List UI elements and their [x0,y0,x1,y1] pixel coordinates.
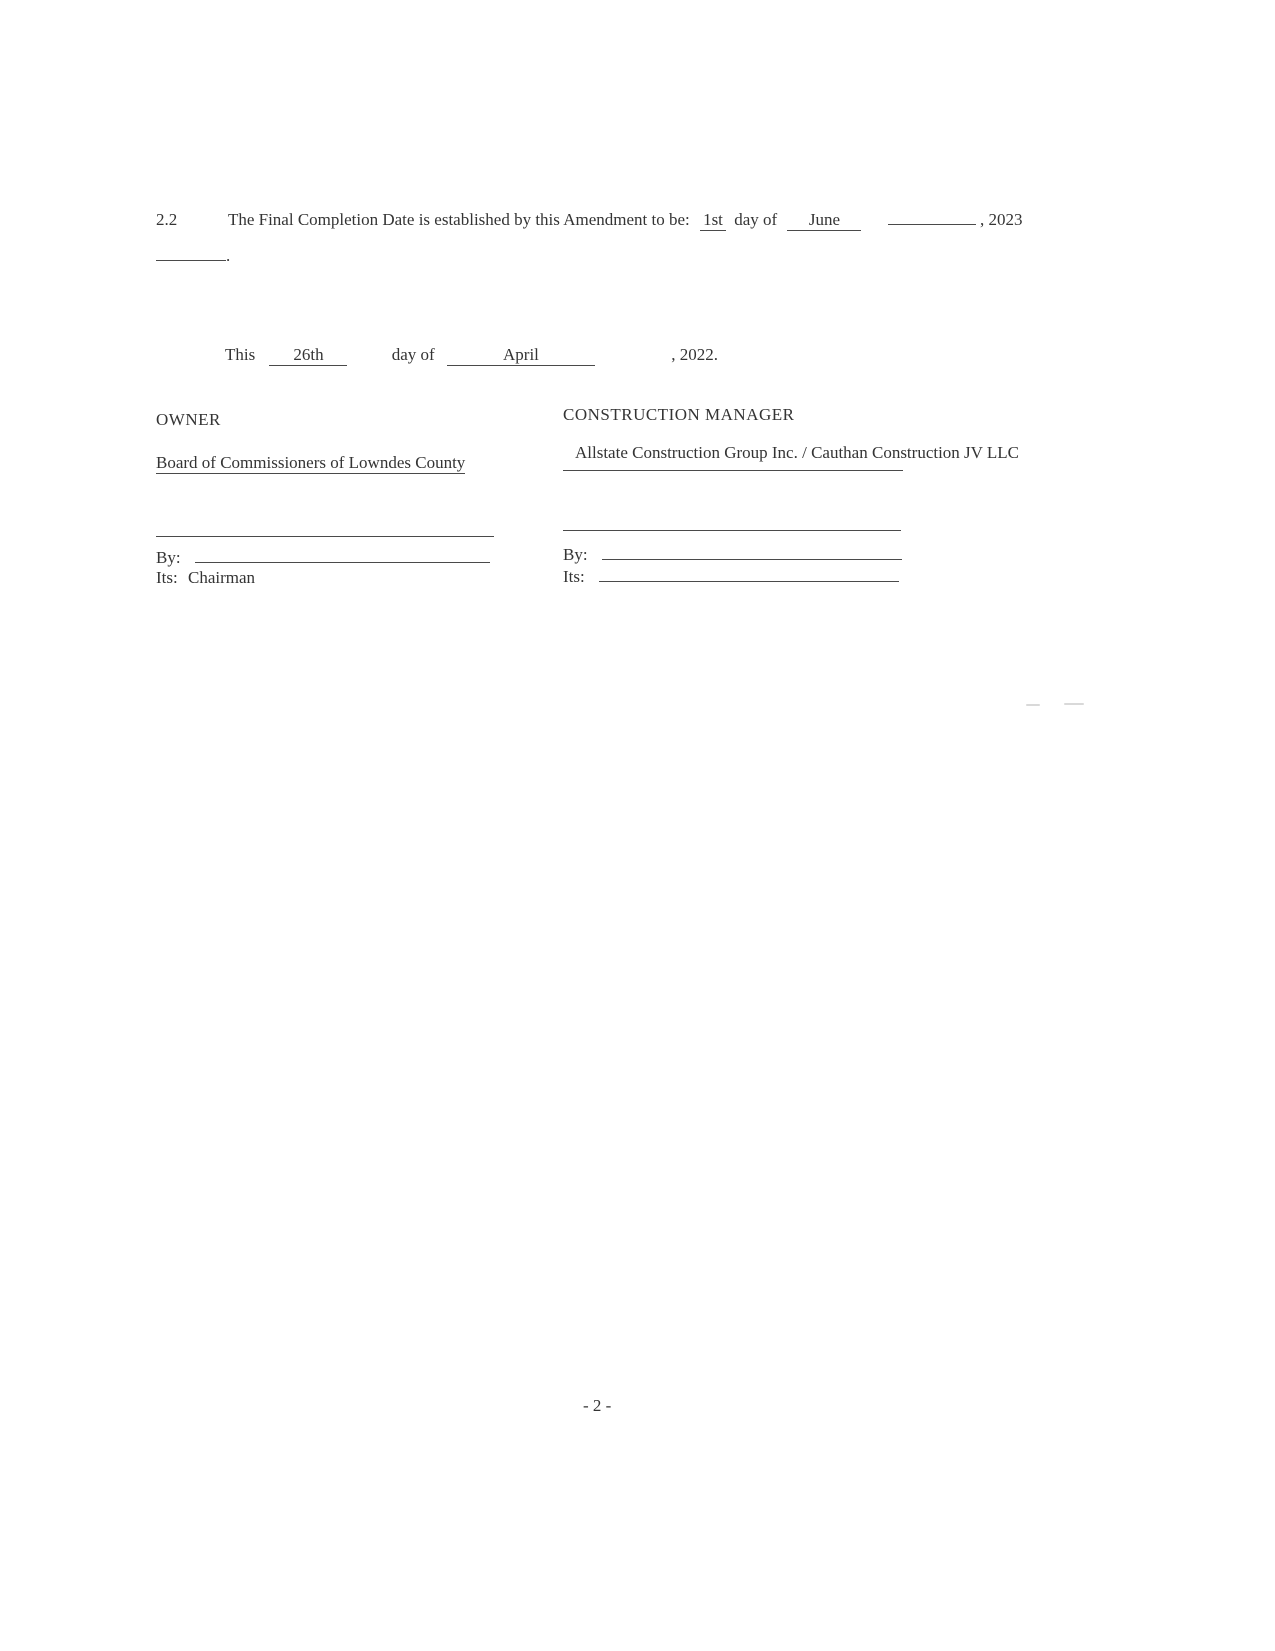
clause-day-fill: 1st [700,210,726,231]
clause-text: The Final Completion Date is established by this Amendment to be: [227,210,690,230]
owner-name-line [156,453,465,473]
scan-artifact [1064,703,1084,705]
execution-day-of-label: day of [391,345,435,364]
owner-its-line [156,568,255,588]
owner-name: Board of Commissioners of Lowndes County [156,453,466,472]
clause-blank-line [888,208,976,225]
owner-signature-line [156,536,494,537]
owner-heading: OWNER [156,410,221,429]
clause-continuation-line [156,244,230,266]
clause-day-of-label: day of [734,210,778,230]
construction-manager-its-line [563,565,899,587]
construction-manager-name-underline [563,470,903,471]
construction-manager-heading: CONSTRUCTION MANAGER [563,405,795,424]
owner-its-value: Chairman [187,568,256,587]
clause-year: , 2023 [979,210,1023,230]
clause-2-2-line [156,208,1022,231]
owner-by-line [156,546,490,568]
construction-manager-by-blank [602,543,902,560]
continuation-period: . [226,246,231,266]
continuation-blank-line [156,244,226,261]
owner-by-label: By: [156,548,181,568]
page-number: - 2 - [583,1396,612,1415]
construction-manager-its-blank [599,565,899,582]
execution-month-fill: April [447,345,595,366]
execution-year: , 2022. [671,345,718,364]
clause-month-fill: June [787,210,861,231]
construction-manager-its-label: Its: [563,567,585,587]
owner-its-label: Its: [156,568,178,587]
construction-manager-by-label: By: [563,545,588,565]
this-label: This [225,345,256,364]
scan-artifact [1026,704,1040,706]
execution-date-line [225,345,718,366]
construction-manager-by-line [563,543,902,565]
execution-day-fill: 26th [269,345,347,366]
clause-number: 2.2 [156,210,178,230]
construction-manager-signature-line [563,530,901,531]
construction-manager-name: Allstate Construction Group Inc. / Cauthan Construction JV LLC [575,443,1020,462]
owner-by-blank [195,546,490,563]
